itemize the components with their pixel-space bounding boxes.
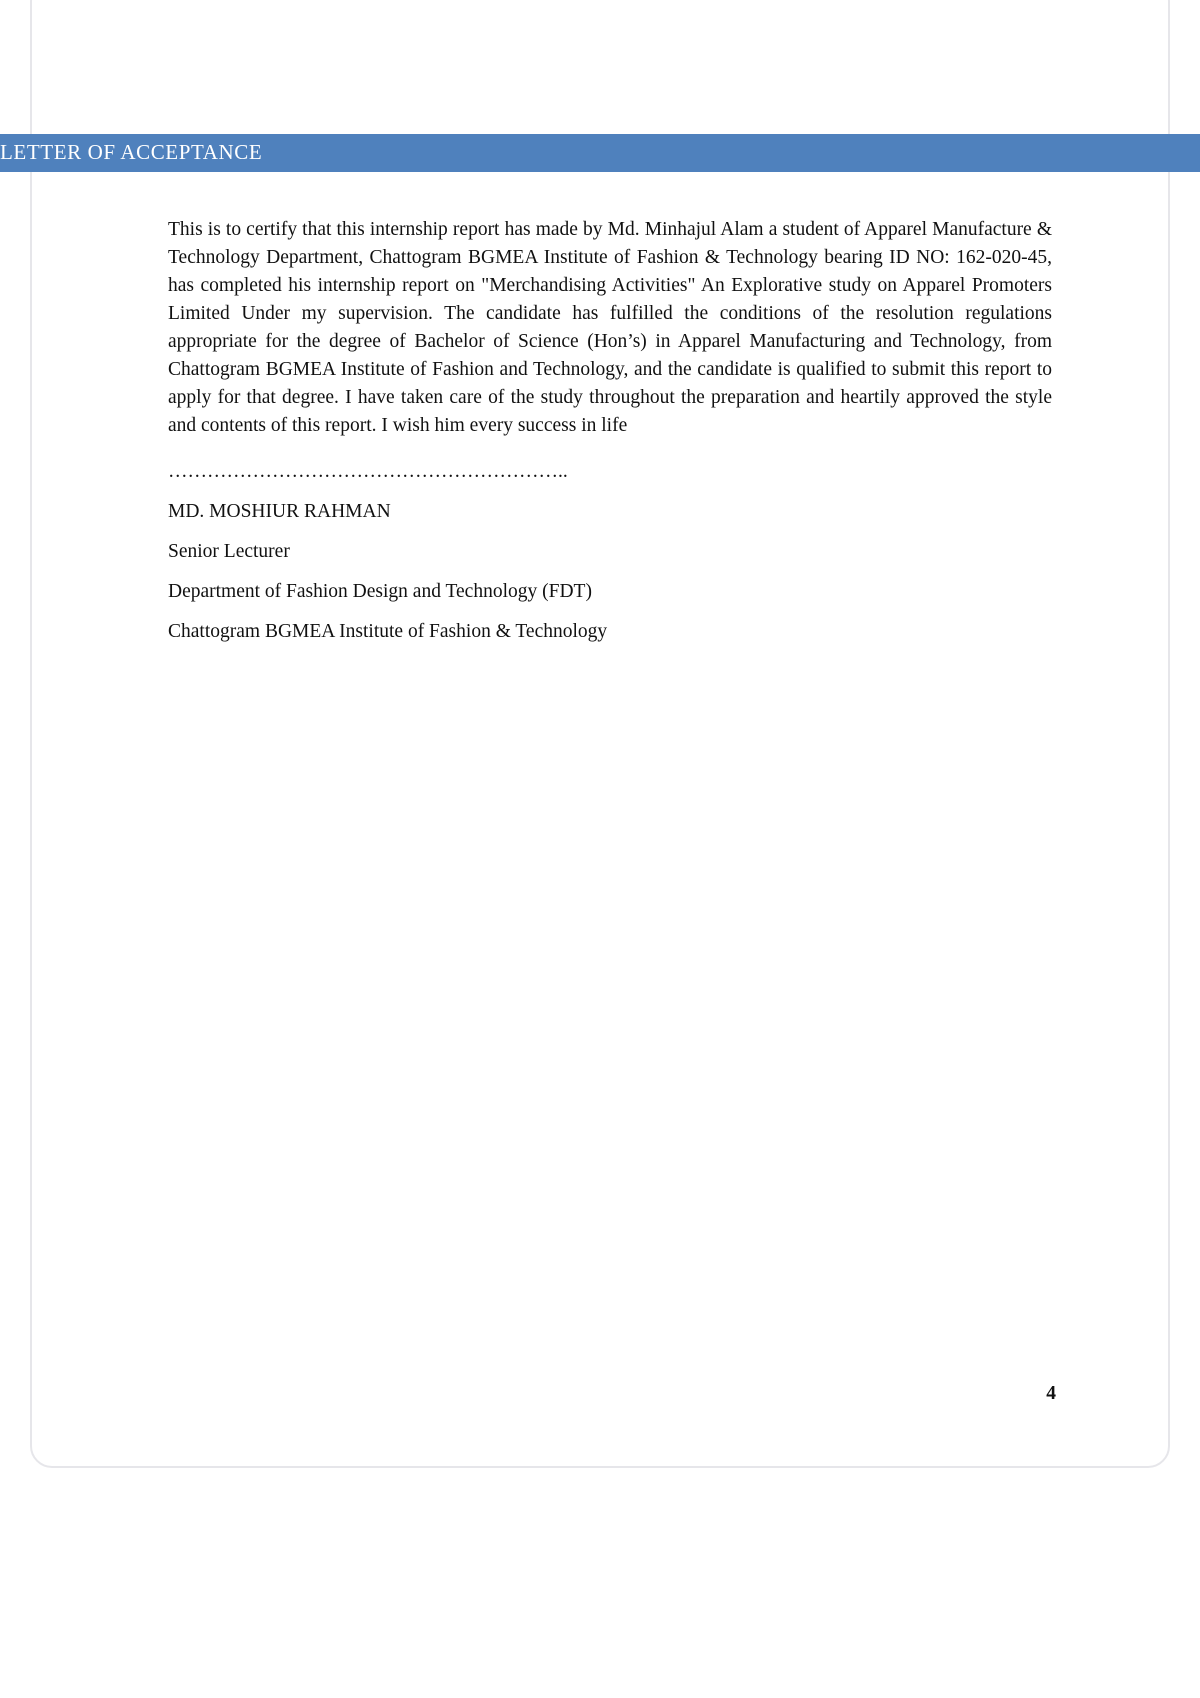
signature-dotted-line: …………………………………………………….. xyxy=(168,461,568,482)
signatory-department: Department of Fashion Design and Technology (FDT) xyxy=(168,581,592,602)
page-number: 4 xyxy=(1046,1383,1056,1404)
certification-paragraph: This is to certify that this internship report has made by Md. Minhajul Alam a student of Apparel Manufacture & Technology Department, Chattogram BGMEA Institute of Fashion & Technology bearing ID NO: 162-020-45, has completed his internship report on "Merchandising Activities" An Explorative study on Apparel Promoters Limited Under my supervision. The candidate has fulfilled the conditions of the resolution regulations appropriate for the degree of Bachelor of Science (Hon’s) in Apparel Manufacturing and Technology, from Chattogram BGMEA Institute of Fashion and Technology, and the candidate is qualified to submit this report to apply for that degree. I have taken care of the study throughout the preparation and heartily approved the style and contents of this report. I wish him every success in life xyxy=(168,219,1052,436)
signatory-name: MD. MOSHIUR RAHMAN xyxy=(168,501,391,522)
heading-bar xyxy=(0,134,1200,172)
letter-content xyxy=(168,216,1052,646)
signatory-title: Senior Lecturer xyxy=(168,541,290,562)
page-title: LETTER OF ACCEPTANCE xyxy=(0,140,263,164)
signatory-institute: Chattogram BGMEA Institute of Fashion & Technology xyxy=(168,621,608,642)
